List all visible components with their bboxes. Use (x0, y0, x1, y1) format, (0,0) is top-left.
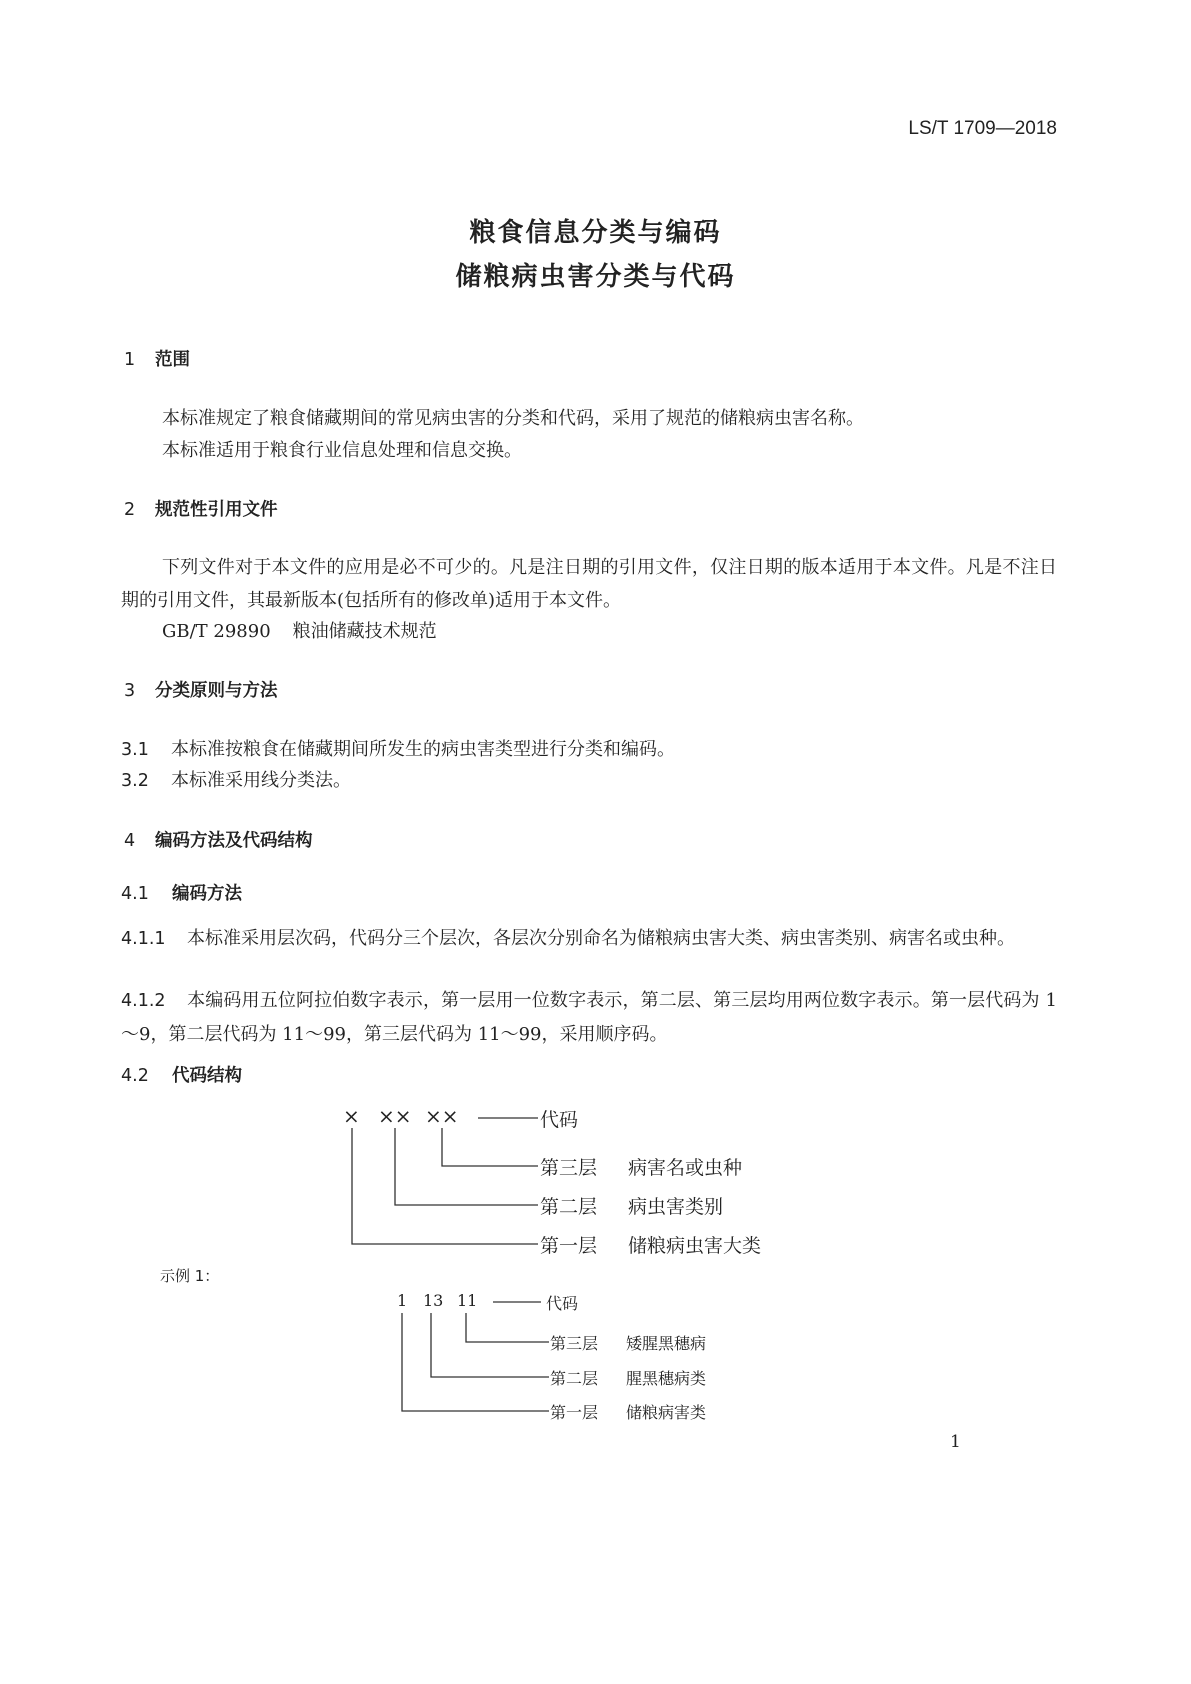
section-number: 1 (124, 350, 136, 370)
example-level-2-connector (431, 1313, 549, 1377)
level-2-description: 病虫害类别 (628, 1196, 724, 1218)
paragraph: 本标准规定了粮食储藏期间的常见病虫害的分类和代码，采用了规范的储粮病虫害名称。 (162, 408, 864, 429)
section-number: 2 (124, 500, 136, 520)
example-level-1-connector (402, 1313, 549, 1411)
document-subtitle: 储粮病虫害分类与代码 (455, 262, 736, 292)
clause-number: 4.1.1 (121, 929, 166, 949)
example-level-2-label: 第二层 (550, 1369, 599, 1388)
paragraph: 本标准适用于粮食行业信息处理和信息交换。 (162, 440, 522, 461)
document-title: 粮食信息分类与编码 (469, 218, 722, 248)
section-number: 4.2 (121, 1066, 149, 1086)
section-number: 3 (124, 681, 136, 701)
clause-text: 本标准采用层次码，代码分三个层次，各层次分别命名为储粮病虫害大类、病虫害类别、病害名或虫种。 (187, 928, 1015, 949)
section-title: 范围 (155, 350, 190, 370)
example-level-1-description: 储粮病害类 (626, 1403, 707, 1422)
clause-text: 本标准采用线分类法。 (171, 770, 351, 791)
section-title: 代码结构 (172, 1066, 242, 1086)
level-2-label: 第二层 (540, 1196, 598, 1218)
example-digits-level-2: 13 (423, 1291, 444, 1310)
level-3-connector (442, 1128, 538, 1166)
level-1-label: 第一层 (540, 1235, 598, 1257)
section-title: 编码方法及代码结构 (155, 831, 313, 851)
example-level-3-label: 第三层 (550, 1334, 599, 1353)
digits-level-2: ×× (378, 1104, 412, 1128)
section-title: 编码方法 (172, 884, 242, 904)
clause-text: 本编码用五位阿拉伯数字表示，第一层用一位数字表示，第二层、第三层均用两位数字表示。第一层代码为 1～9，第二层代码为 11～99，第三层代码为 11～99，采用顺序码。 (121, 990, 1057, 1045)
section-title: 规范性引用文件 (155, 500, 278, 520)
section-number: 4 (124, 831, 136, 851)
code-label: 代码 (540, 1109, 579, 1131)
example-digit-level-1: 1 (397, 1291, 408, 1310)
reference-title: 粮油储藏技术规范 (292, 621, 437, 642)
example-digits-level-3: 11 (457, 1291, 478, 1310)
level-3-description: 病害名或虫种 (628, 1157, 743, 1179)
level-1-description: 储粮病虫害大类 (628, 1235, 762, 1257)
digits-level-3: ×× (425, 1104, 459, 1128)
example-level-3-connector (466, 1313, 549, 1342)
section-number: 4.1 (121, 884, 149, 904)
example-level-1-label: 第一层 (550, 1403, 599, 1422)
level-1-connector (352, 1128, 538, 1244)
clause-number: 3.1 (121, 740, 149, 760)
clause-text: 本标准按粮食在储藏期间所发生的病虫害类型进行分类和编码。 (171, 739, 675, 760)
paragraph: 下列文件对于本文件的应用是必不可少的。凡是注日期的引用文件，仅注日期的版本适用于本文件。凡是不注日期的引用文件，其最新版本(包括所有的修改单)适用于本文件。 (121, 557, 1057, 611)
example-level-2-description: 腥黑穗病类 (626, 1369, 707, 1388)
reference-code: GB/T 29890 (162, 621, 271, 642)
standard-number: LS/T 1709—2018 (908, 118, 1057, 139)
level-3-label: 第三层 (540, 1157, 598, 1179)
example-label: 示例 1： (160, 1267, 220, 1285)
clause-number: 3.2 (121, 771, 149, 791)
digit-level-1: × (343, 1104, 360, 1128)
clause-number: 4.1.2 (121, 991, 166, 1011)
section-title: 分类原则与方法 (155, 681, 278, 701)
example-level-3-description: 矮腥黑穗病 (626, 1334, 707, 1353)
example-code-label: 代码 (546, 1294, 579, 1313)
page-number: 1 (950, 1432, 961, 1452)
